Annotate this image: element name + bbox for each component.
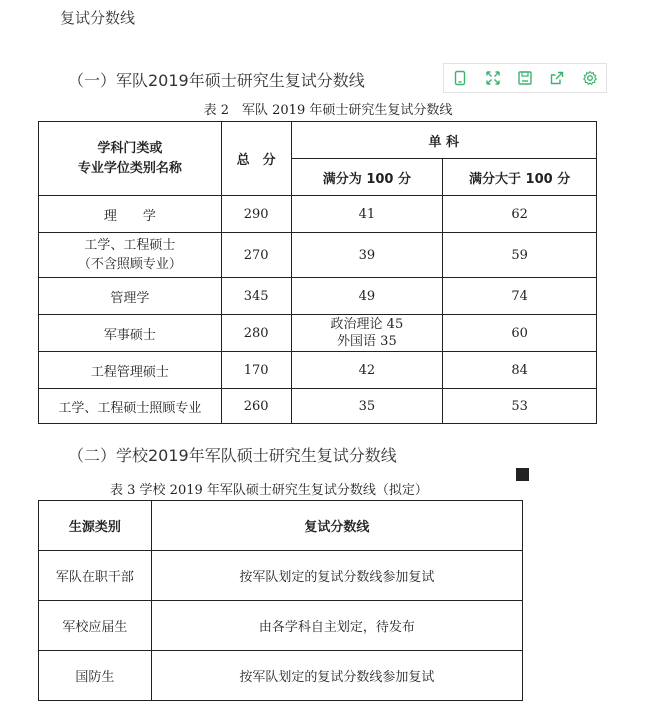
section-title: （一）军队2019年硕士研究生复试分数线 xyxy=(68,71,365,90)
header-full-100: 满分为 100 分 xyxy=(291,159,443,196)
header-source: 生源类别 xyxy=(39,501,152,551)
cell-name: 军事硕士 xyxy=(39,315,222,352)
cell-name: 理 学 xyxy=(39,196,222,233)
cell-s-over: 53 xyxy=(443,389,597,424)
header-full-over-100: 满分大于 100 分 xyxy=(443,159,597,196)
cell-source: 国防生 xyxy=(39,651,152,701)
cell-total: 290 xyxy=(221,196,291,233)
table-row xyxy=(39,601,523,651)
table-row xyxy=(39,651,523,701)
page-title: 复试分数线 xyxy=(60,9,136,27)
table-caption: 表 3 学校 2019 年军队硕士研究生复试分数线（拟定） xyxy=(110,483,428,498)
cell-total: 170 xyxy=(221,352,291,389)
toolbar xyxy=(443,63,607,93)
cell-line: 由各学科自主划定，待发布 xyxy=(151,601,522,651)
cell-name: 工学、工程硕士照顾专业 xyxy=(39,389,222,424)
table-row xyxy=(39,315,597,352)
cell-name: 工学、工程硕士 （不含照顾专业） xyxy=(39,233,222,278)
cell-s-over: 74 xyxy=(443,278,597,315)
cell-name: 工程管理硕士 xyxy=(39,352,222,389)
table-row xyxy=(39,551,523,601)
mobile-icon[interactable] xyxy=(449,67,471,89)
score-table-military xyxy=(38,121,597,424)
gear-icon[interactable] xyxy=(579,67,601,89)
cell-name: 管理学 xyxy=(39,278,222,315)
table-row xyxy=(39,196,597,233)
cell-source: 军队在职干部 xyxy=(39,551,152,601)
table-row xyxy=(39,233,597,278)
table-row xyxy=(39,352,597,389)
cell-total: 345 xyxy=(221,278,291,315)
cell-s-over: 59 xyxy=(443,233,597,278)
cell-s-over: 62 xyxy=(443,196,597,233)
header-line: 复试分数线 xyxy=(151,501,522,551)
square-marker xyxy=(516,468,529,481)
save-icon[interactable] xyxy=(514,67,536,89)
section-title: （二）学校2019年军队硕士研究生复试分数线 xyxy=(68,446,397,465)
cell-s100: 41 xyxy=(291,196,443,233)
expand-icon[interactable] xyxy=(482,67,504,89)
table-row xyxy=(39,278,597,315)
cell-total: 260 xyxy=(221,389,291,424)
header-single: 单 科 xyxy=(291,122,596,159)
score-table-school xyxy=(38,500,523,701)
cell-total: 270 xyxy=(221,233,291,278)
cell-s100: 35 xyxy=(291,389,443,424)
cell-total: 280 xyxy=(221,315,291,352)
header-total: 总 分 xyxy=(221,122,291,196)
cell-s100: 39 xyxy=(291,233,443,278)
cell-s100: 政治理论 45 外国语 35 xyxy=(291,315,443,352)
header-category: 学科门类或 专业学位类别名称 xyxy=(39,122,222,196)
cell-s100: 42 xyxy=(291,352,443,389)
cell-line: 按军队划定的复试分数线参加复试 xyxy=(151,551,522,601)
cell-source: 军校应届生 xyxy=(39,601,152,651)
share-icon[interactable] xyxy=(546,67,568,89)
cell-s100: 49 xyxy=(291,278,443,315)
table-caption: 表 2 军队 2019 年硕士研究生复试分数线 xyxy=(203,103,453,118)
cell-line: 按军队划定的复试分数线参加复试 xyxy=(151,651,522,701)
cell-s-over: 60 xyxy=(443,315,597,352)
table-row xyxy=(39,389,597,424)
cell-s-over: 84 xyxy=(443,352,597,389)
